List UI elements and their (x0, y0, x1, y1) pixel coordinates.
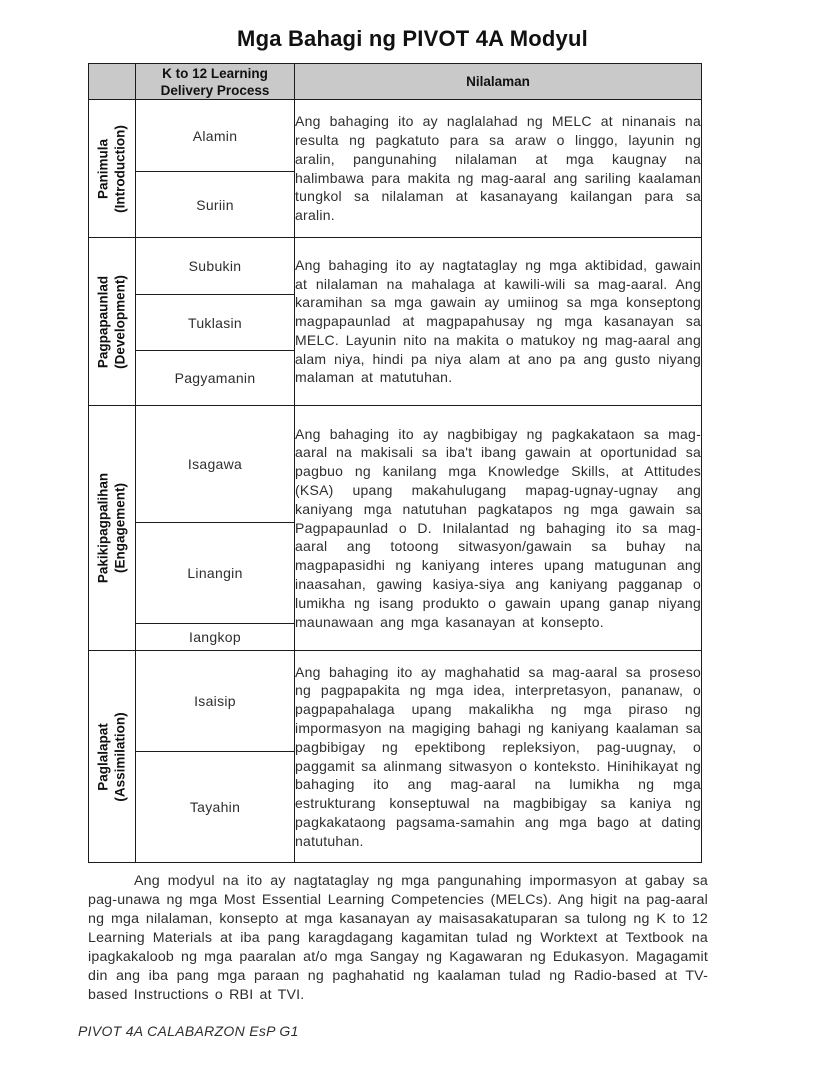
process-cell-isaisip: Isaisip (136, 651, 295, 752)
content-cell-panimula: Ang bahaging ito ay naglalahad ng MELC at ninanais na resulta ng pagkatuto para sa araw o linggo, layunin ng aralin, pangunahing nilalaman at mga kaugnay na halimbawa para makita ng mag-aaral ang sariling kaalaman tungkol sa nilalaman at kasanayang kailangan para sa aralin. (295, 100, 702, 238)
process-cell-tuklasin: Tuklasin (136, 295, 295, 351)
header-content-column: Nilalaman (295, 64, 702, 100)
stage-name: Panimula (95, 138, 111, 199)
closing-paragraph: Ang modyul na ito ay nagtataglay ng mga pangunahing impormasyon at gabay sa pag-unawa ng mga Most Essential Learning Competencies (MELCs). Ang higit na pag-aaral ng mga nilalaman, konsepto at mga kasanayan ay maisasakatuparan sa tulong ng K to 12 Learning Materials at iba pang karagdagang kagamitan tulad ng Worktext at Textbook na ipagkakaloob ng mga paaralan at/o mga Sangay ng Kagawaran ng Edukasyon. Magagamit din ang iba pang mga paraan ng paghahatid ng kaalaman tulad ng Radio-based at TV-based Instructions o RBI at TVI. (88, 873, 708, 1003)
header-corner-cell (89, 64, 136, 100)
stage-name: Paglalapat (95, 722, 111, 791)
stage-cell-pakikipagpalihan (89, 406, 136, 651)
footer-document-code: PIVOT 4A CALABARZON EsP G1 (78, 1023, 299, 1039)
table-row (89, 100, 702, 172)
process-cell-tayahin: Tayahin (136, 752, 295, 863)
module-parts-table (88, 63, 702, 863)
process-cell-suriin: Suriin (136, 172, 295, 238)
table-row (89, 406, 702, 523)
process-cell-isagawa: Isagawa (136, 406, 295, 523)
content-cell-paglalapat: Ang bahaging ito ay maghahatid sa mag-aaral sa proseso ng pagpapakita ng mga idea, interpretasyon, pananaw, o pagpapahalaga upang makalikha ng mga piraso ng impormasyon na magiging bahagi ng kaniyang kaalaman sa pagbibigay ng epektibong repleksiyon, pag-uugnay, o paggamit sa alinmang sitwasyon o konteksto. Hinihikayat ng bahaging ito ang mag-aaral na lumikha ng mga estrukturang konseptuwal na magbibigay sa kaniya ng pagkakataong pagsama-samahin ang mga bago at dating natutuhan. (295, 651, 702, 863)
stage-cell-panimula (89, 100, 136, 238)
process-cell-alamin: Alamin (136, 100, 295, 172)
stage-name-english: (Assimilation) (112, 711, 127, 802)
stage-name-english: (Introduction) (112, 124, 127, 213)
stage-name: Pagpapaunlad (95, 275, 111, 368)
stage-name-english: (Engagement) (112, 482, 127, 574)
content-cell-pagpapaunlad: Ang bahaging ito ay nagtataglay ng mga aktibidad, gawain at nilalaman na mahalaga at kawili-wili sa mag-aaral. Ang karamihan sa mga gawain ay umiinog sa mga konseptong magpapaunlad at magpapahusay ng mga kasanayan sa MELC. Layunin nito na makita o matukoy ng mag-aaral ang alam niya, hindi pa niya alam at ano pa ang gusto niyang malaman at matutuhan. (295, 238, 702, 406)
stage-label-rotated (96, 712, 129, 801)
stage-name-english: (Development) (112, 274, 127, 369)
process-cell-linangin: Linangin (136, 523, 295, 624)
table-row (89, 651, 702, 752)
table-row (89, 238, 702, 295)
process-cell-iangkop: Iangkop (136, 624, 295, 651)
process-cell-subukin: Subukin (136, 238, 295, 295)
page-title: Mga Bahagi ng PIVOT 4A Modyul (237, 26, 588, 51)
stage-cell-pagpapaunlad (89, 238, 136, 406)
content-cell-pakikipagpalihan: Ang bahaging ito ay nagbibigay ng pagkakataon sa mag-aaral na makisali sa iba't ibang gawain at oportunidad sa pagbuo ng kanilang mga Knowledge Skills, at Attitudes (KSA) upang makahulugang mapag-ugnay-ugnay ang kaniyang mga natutuhan pagkatapos ng mga gawain sa Pagpapaunlad o D. Inilalantad ng bahaging ito sa mag-aaral ang totoong sitwasyon/gawain sa buhay na magpapasidhi ng kaniyang interes upang matugunan ang inaasahan, gawing kasiya-siya ang kaniyang pagganap o lumikha ng isang produkto o gawain upang ganap niyang maunawaan ang mga kasanayan at konsepto. (295, 406, 702, 651)
stage-label-rotated (96, 275, 129, 369)
stage-label-rotated (96, 473, 129, 583)
stage-name: Pakikipagpalihan (95, 472, 111, 584)
stage-label-rotated (96, 125, 129, 213)
table-header-row (89, 64, 702, 100)
process-cell-pagyamanin: Pagyamanin (136, 351, 295, 406)
header-process-column: K to 12 Learning Delivery Process (136, 64, 295, 100)
stage-cell-paglalapat (89, 651, 136, 863)
